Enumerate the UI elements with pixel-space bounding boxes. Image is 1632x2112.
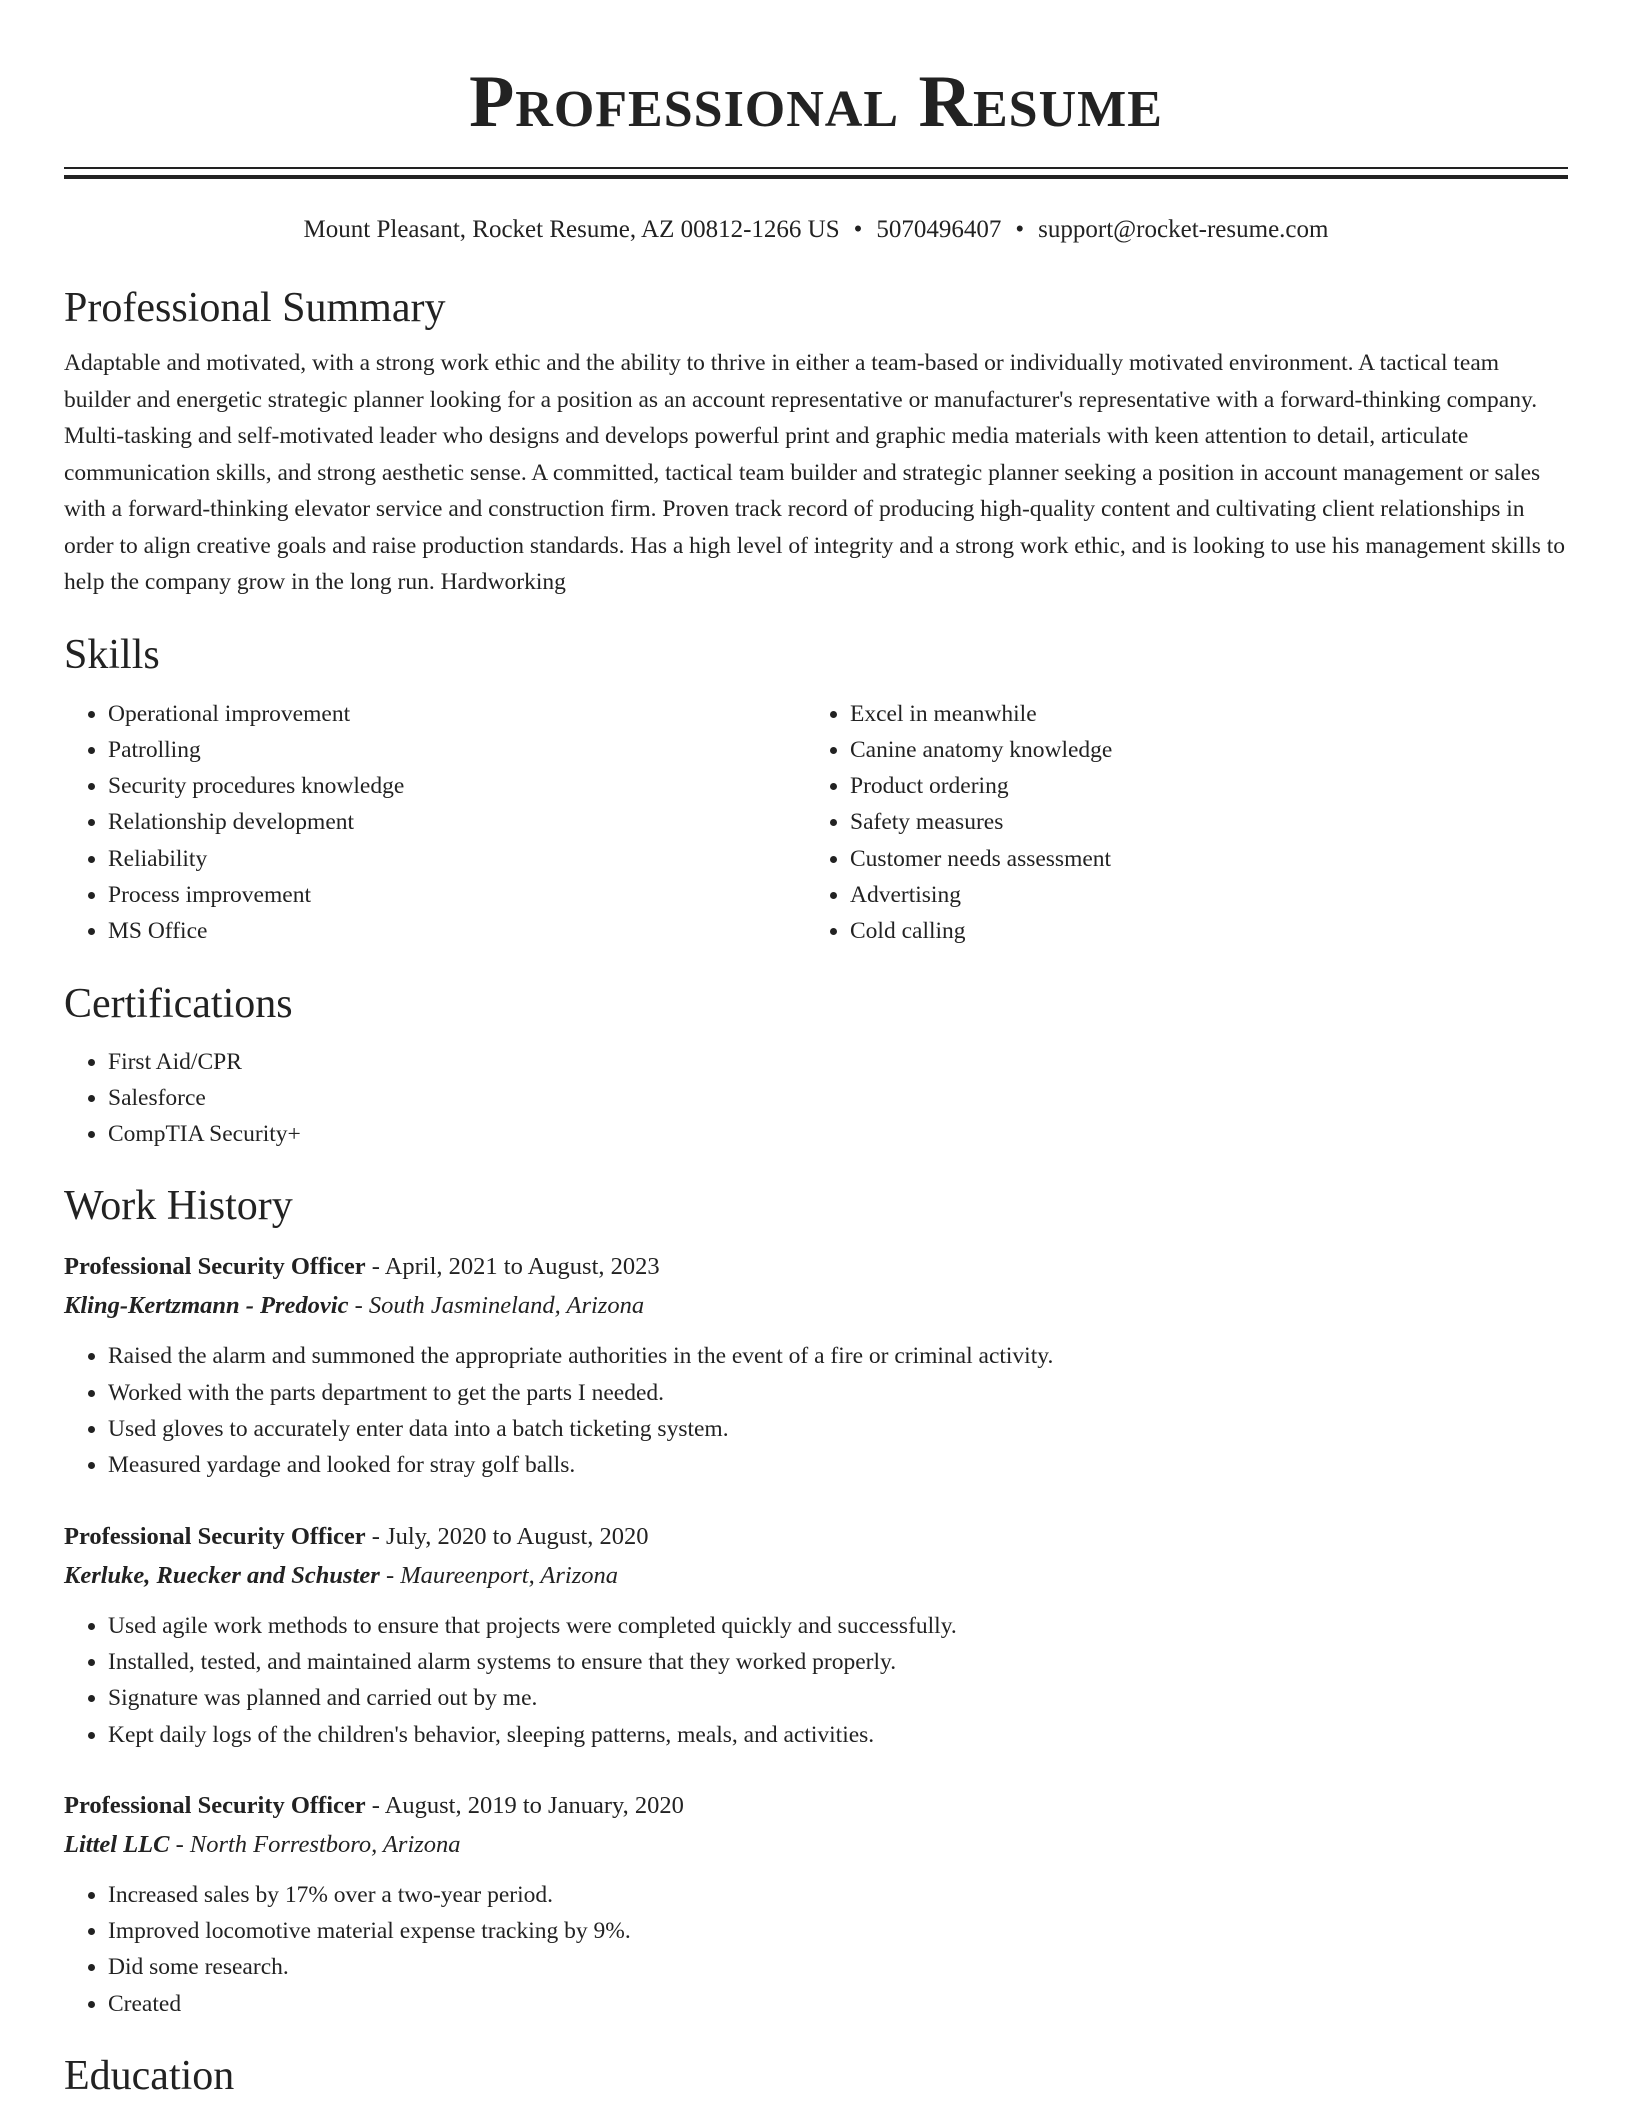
- skills-column-left: [64, 696, 806, 950]
- skill-item: • Advertising: [850, 877, 1548, 913]
- job-dates: - August, 2019 to January, 2020: [365, 1791, 684, 1819]
- skills-heading: Skills: [64, 631, 160, 678]
- job-bullets: [64, 1338, 1568, 1483]
- job-bullet: • Worked with the parts department to get the parts I needed.: [108, 1375, 1568, 1411]
- resume-title: Professional Resume: [469, 61, 1163, 143]
- job-bullet: • Used agile work methods to ensure that projects were completed quickly and successfully.: [108, 1608, 1568, 1644]
- job-bullet: • Created: [108, 1986, 1568, 2022]
- job-company: Kling-Kertzmann - Predovic: [64, 1292, 349, 1320]
- job-title: Professional Security Officer: [64, 1522, 366, 1550]
- job-location: - South Jasmineland, Arizona: [348, 1292, 645, 1320]
- contact-email: support@rocket-resume.com: [1038, 216, 1329, 243]
- job-location: - North Forrestboro, Arizona: [169, 1830, 461, 1858]
- certification-item: • Salesforce: [108, 1080, 1568, 1116]
- job-bullet: • Installed, tested, and maintained alarm systems to ensure that they worked properly.: [108, 1644, 1568, 1680]
- contact-phone: 5070496407: [876, 216, 1002, 243]
- job-bullet: • Raised the alarm and summoned the appropriate authorities in the event of a fire or criminal activity.: [108, 1338, 1568, 1374]
- skill-item: • Canine anatomy knowledge: [850, 732, 1548, 768]
- skill-item: • Reliability: [108, 841, 806, 877]
- education-heading: Education: [64, 2053, 235, 2100]
- skill-item: • Safety measures: [850, 804, 1548, 840]
- skills-grid: [64, 696, 1568, 950]
- job-bullet: • Measured yardage and looked for stray golf balls.: [108, 1447, 1568, 1483]
- contact-separator: •: [853, 216, 863, 243]
- job-title: Professional Security Officer: [64, 1791, 366, 1819]
- job-bullet: • Signature was planned and carried out by me.: [108, 1680, 1568, 1716]
- certification-item: • CompTIA Security+: [108, 1116, 1568, 1152]
- skills-column-right: [806, 696, 1548, 950]
- job-bullet: • Kept daily logs of the children's behavior, sleeping patterns, meals, and activities.: [108, 1717, 1568, 1753]
- skill-item: • Customer needs assessment: [850, 841, 1548, 877]
- job-bullet: • Did some research.: [108, 1949, 1568, 1985]
- summary-heading: Professional Summary: [64, 285, 446, 331]
- job-bullet: • Used gloves to accurately enter data into a batch ticketing system.: [108, 1411, 1568, 1447]
- job-title: Professional Security Officer: [64, 1253, 366, 1281]
- skill-item: • Cold calling: [850, 913, 1548, 949]
- skill-item: • Process improvement: [108, 877, 806, 913]
- skill-item: • Excel in meanwhile: [850, 696, 1548, 732]
- job-bullet: • Increased sales by 17% over a two-year period.: [108, 1877, 1568, 1913]
- job-dates: - April, 2021 to August, 2023: [365, 1253, 660, 1281]
- job-location: - Maureenport, Arizona: [379, 1561, 618, 1589]
- skill-item: • MS Office: [108, 913, 806, 949]
- job-bullet: • Improved locomotive material expense tracking by 9%.: [108, 1913, 1568, 1949]
- contact-separator: •: [1015, 216, 1025, 243]
- job-entry: [64, 1787, 1568, 2022]
- contact-address: Mount Pleasant, Rocket Resume, AZ 00812-1266 US: [303, 216, 840, 243]
- job-company: Littel LLC: [64, 1830, 170, 1858]
- contact-line: [64, 214, 1568, 246]
- certification-item: • First Aid/CPR: [108, 1044, 1568, 1080]
- job-entry: [64, 1248, 1568, 1483]
- certifications-heading: Certifications: [64, 980, 293, 1027]
- skill-item: • Security procedures knowledge: [108, 768, 806, 804]
- job-bullets: [64, 1877, 1568, 2022]
- skill-item: • Patrolling: [108, 732, 806, 768]
- certifications-list: [64, 1044, 1568, 1153]
- job-entry: [64, 1518, 1568, 1753]
- skill-item: • Product ordering: [850, 768, 1548, 804]
- title-divider-thick: [64, 175, 1568, 179]
- job-bullets: [64, 1608, 1568, 1753]
- job-dates: - July, 2020 to August, 2020: [365, 1522, 649, 1550]
- job-company: Kerluke, Ruecker and Schuster: [64, 1561, 380, 1589]
- summary-text: Adaptable and motivated, with a strong work ethic and the ability to thrive in either a team-based or individually motivated environment. A tactical team builder and energetic strategic planner looking for a position as an account representative or manufacturer's representative with a forward-thinking company. Multi-tasking and self-motivated leader who designs and develops powerful print and graphic media materials with keen attention to detail, articulate communication skills, and strong aesthetic sense. A committed, tactical team builder and strategic planner seeking a position in account management or sales with a forward-thinking elevator service and construction firm. Proven track record of producing high-quality content and cultivating client relationships in order to align creative goals and raise production standards. Has a high level of integrity and a strong work ethic, and is looking to use his management skills to help the company grow in the long run. Hardworking: [64, 350, 1566, 595]
- skill-item: • Operational improvement: [108, 696, 806, 732]
- skill-item: • Relationship development: [108, 804, 806, 840]
- work-history-heading: Work History: [64, 1183, 293, 1230]
- title-divider-thin: [64, 167, 1568, 169]
